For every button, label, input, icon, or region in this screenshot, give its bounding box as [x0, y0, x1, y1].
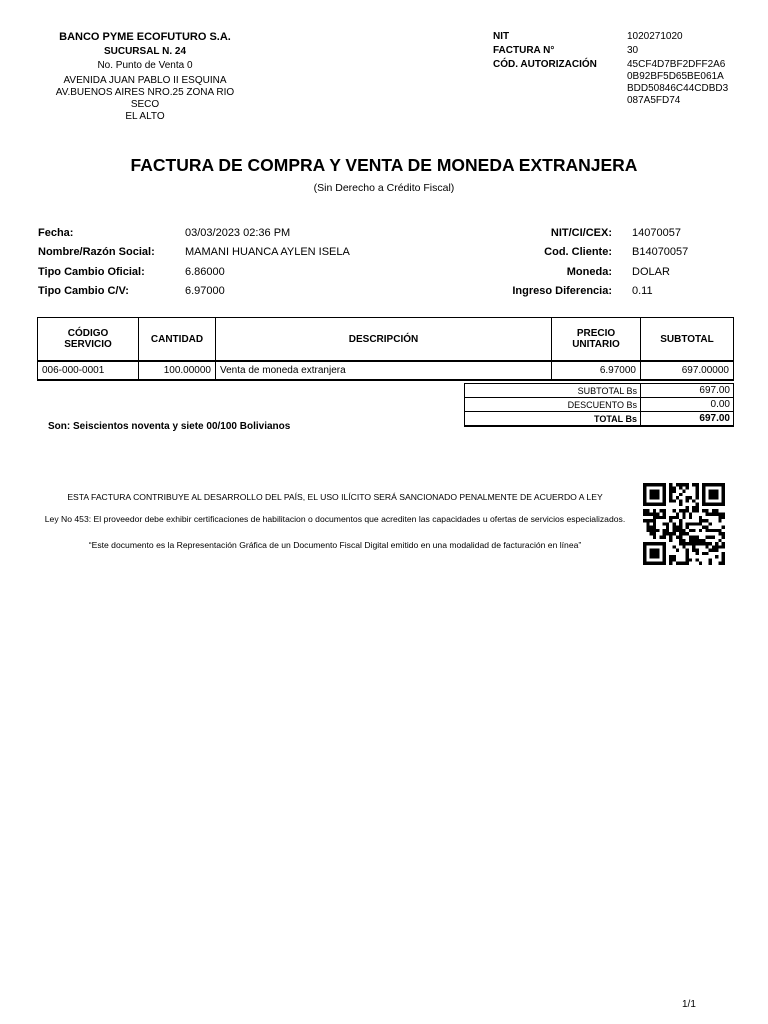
- header-price: [552, 318, 641, 362]
- cell-qty: 100.00000: [139, 361, 216, 380]
- customer-info-right: [460, 223, 742, 301]
- date-label: Fecha:: [38, 226, 74, 239]
- customer-info-left: [38, 223, 385, 301]
- document-title: FACTURA DE COMPRA Y VENTA DE MONEDA EXTRANJERA: [130, 155, 638, 175]
- currency-label: Moneda:: [566, 265, 612, 278]
- cell-subtotal: 697.00000: [641, 361, 734, 380]
- totals-row: [465, 384, 734, 398]
- consumer-law-notice: Ley No 453: El proveedor debe exhibir certificaciones de habilitacion o documentos que acrediten las capacidades u ofertas de servicios especializados.: [44, 514, 626, 524]
- address-line: EL ALTO: [125, 111, 165, 122]
- customer-name-value: MAMANI HUANCA AYLEN ISELA: [185, 246, 350, 259]
- amount-in-words: Son: Seiscientos noventa y siete 00/100 Bolivianos: [48, 421, 291, 432]
- issuer-name: BANCO PYME ECOFUTURO S.A.: [59, 31, 231, 43]
- discount-label: DESCUENTO Bs: [465, 398, 641, 412]
- authorization-code-line: 45CF4D7BF2DFF2A6: [627, 59, 726, 70]
- subtotal-label: SUBTOTAL Bs: [465, 384, 641, 398]
- client-code-value: B14070057: [632, 246, 689, 259]
- authorization-label: CÓD. AUTORIZACIÓN: [493, 59, 597, 70]
- issuer-block: [40, 31, 250, 123]
- authorization-code: [627, 59, 737, 107]
- header-subtotal: SUBTOTAL: [641, 318, 734, 362]
- address-line: AV.BUENOS AIRES NRO.25 ZONA RIO: [55, 87, 235, 98]
- total-label: TOTAL Bs: [465, 412, 641, 427]
- client-code-label: Cod. Cliente:: [544, 246, 612, 259]
- digital-document-notice: “Este documento es la Representación Gráfica de un Documento Fiscal Digital emitido en una modalidad de facturación en línea”: [88, 540, 582, 550]
- header-code-line: CÓDIGO: [67, 328, 109, 339]
- currency-value: DOLAR: [632, 265, 670, 278]
- document-subtitle: (Sin Derecho a Crédito Fiscal): [313, 182, 455, 194]
- header-code: [38, 318, 139, 362]
- totals-table: [464, 383, 734, 427]
- cell-price: 6.97000: [552, 361, 641, 380]
- authorization-code-line: 087A5FD74: [627, 95, 681, 106]
- difference-income-label: Ingreso Diferencia:: [512, 285, 612, 298]
- date-value: 03/03/2023 02:36 PM: [185, 226, 291, 239]
- buy-sell-rate-value: 6.97000: [185, 285, 225, 298]
- invoice-number-label: FACTURA N°: [493, 45, 555, 56]
- customer-name-label: Nombre/Razón Social:: [38, 246, 155, 259]
- page-indicator: 1/1: [682, 999, 696, 1010]
- nit-value: 1020271020: [627, 31, 683, 42]
- discount-value: 0.00: [641, 398, 734, 412]
- customer-id-label: NIT/CI/CEX:: [550, 226, 612, 239]
- address-line: AVENIDA JUAN PABLO II ESQUINA: [63, 75, 227, 86]
- table-header-row: [38, 318, 734, 362]
- header-description: DESCRIPCIÓN: [216, 318, 552, 362]
- authorization-code-line: 0B92BF5D65BE061A: [627, 71, 724, 82]
- table-row: [38, 361, 734, 380]
- invoice-meta: [493, 31, 737, 107]
- cell-description: Venta de moneda extranjera: [216, 361, 552, 380]
- totals-row: [465, 398, 734, 412]
- issuer-branch: SUCURSAL N. 24: [103, 46, 187, 57]
- official-rate-value: 6.86000: [185, 265, 225, 278]
- legal-notice: ESTA FACTURA CONTRIBUYE AL DESARROLLO DEL PAÍS, EL USO ILÍCITO SERÁ SANCIONADO PENALMENTE DE ACUERDO A LEY: [67, 492, 603, 502]
- header-price-line: PRECIO: [576, 328, 616, 339]
- difference-income-value: 0.11: [632, 285, 653, 298]
- point-of-sale: No. Punto de Venta 0: [97, 60, 193, 71]
- address-line: SECO: [130, 99, 160, 110]
- subtotal-value: 697.00: [641, 384, 734, 398]
- total-value: 697.00: [641, 412, 734, 427]
- customer-id-value: 14070057: [632, 226, 681, 239]
- header-qty: CANTIDAD: [139, 318, 216, 362]
- official-rate-label: Tipo Cambio Oficial:: [38, 265, 145, 278]
- buy-sell-rate-label: Tipo Cambio C/V:: [38, 285, 129, 298]
- cell-code: 006-000-0001: [38, 361, 139, 380]
- header-price-line: UNITARIO: [572, 339, 620, 350]
- invoice-number-value: 30: [627, 45, 639, 56]
- header-code-line: SERVICIO: [64, 339, 112, 350]
- items-table: [37, 317, 734, 381]
- qr-code-icon: [643, 483, 725, 565]
- totals-row: [465, 412, 734, 427]
- authorization-code-line: BDD50846C44CDBD3: [627, 83, 729, 94]
- nit-label: NIT: [493, 31, 510, 42]
